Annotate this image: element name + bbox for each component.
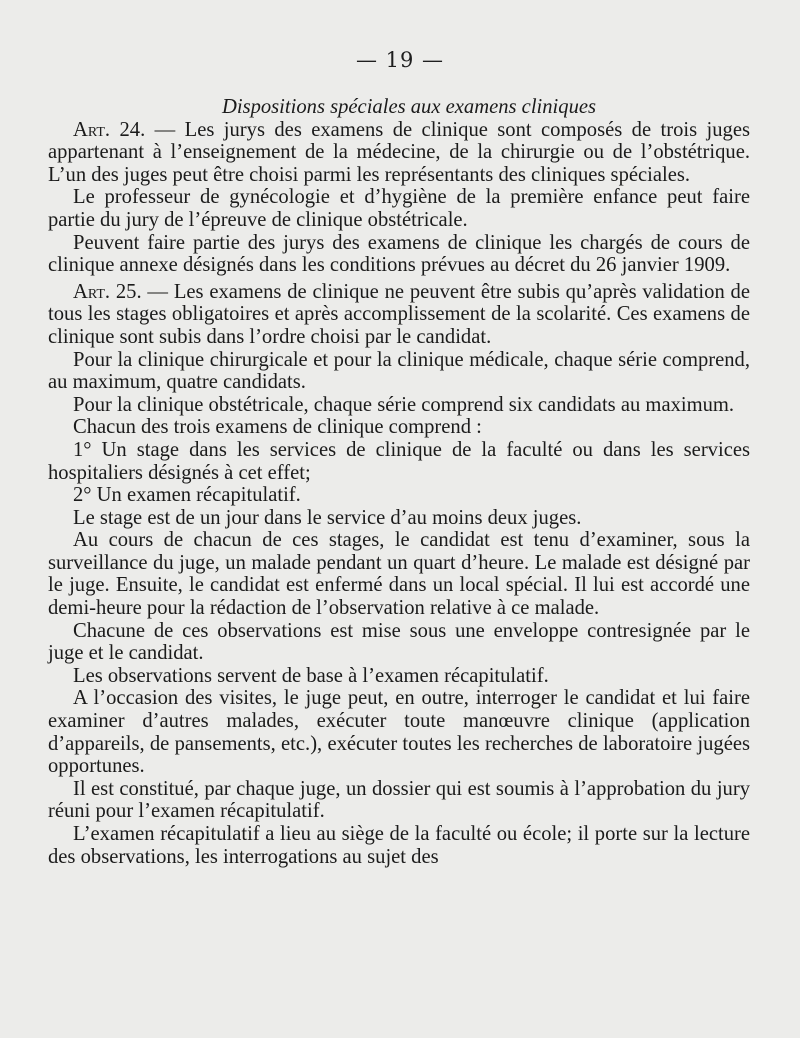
page-number: — 19 — [355, 48, 445, 72]
article-25-text: — Les examens de clinique ne peuvent être subis qu’après validation de tous les stages obligatoires et après accomplissement de la scolarité. Ces examens de clinique sont subis dans l’ordre choisi par le candidat. [48, 280, 750, 348]
list-item-2: 2° Un examen récapitulatif. [73, 484, 301, 507]
article-25 [48, 281, 750, 349]
paragraph: Le professeur de gynécologie et d’hygiène de la première enfance peut faire partie du jury de l’épreuve de clinique obstétricale. [48, 186, 750, 231]
article-24-text: — Les jurys des examens de clinique sont composés de trois juges appartenant à l’enseignement de la médecine, de la chirurgie ou de l’obstétrique. L’un des juges peut être choisi parmi les représentants des cliniques spéciales. [48, 118, 751, 186]
paragraph: Il est constitué, par chaque juge, un dossier qui est soumis à l’approbation du jury réuni pour l’examen récapitulatif. [48, 777, 750, 823]
list-item-1: 1° Un stage dans les services de clinique de la faculté ou dans les services hospitaliers désignés à cet effet; [48, 438, 750, 484]
section-title: Dispositions spéciales aux examens cliniques [221, 96, 597, 118]
paragraph: A l’occasion des visites, le juge peut, en outre, interroger le candidat et lui faire examiner d’autres malades, exécuter toute manœuvre clinique (application d’appareils, de pansements, etc.), exécuter toutes les recherches de laboratoire jugées opportunes. [48, 687, 750, 778]
paragraph: Pour la clinique obstétricale, chaque série comprend six candidats au maximum. [73, 393, 735, 416]
paragraph: Chacun des trois examens de clinique comprend : [73, 416, 482, 439]
paragraph: Pour la clinique chirurgicale et pour la clinique médicale, chaque série comprend, au maximum, quatre candidats. [48, 348, 750, 394]
article-25-label: Art. 25. [73, 280, 142, 303]
article-24-label: Art. 24. [73, 118, 146, 141]
article-24 [48, 119, 750, 187]
body-text [48, 96, 750, 868]
paragraph: Au cours de chacun de ces stages, le candidat est tenu d’examiner, sous la surveillance du juge, un malade pendant un quart d’heure. Le malade est désigné par le juge. Ensuite, le candidat est enfermé dans un local spécial. Il lui est accordé une demi-heure pour la rédaction de l’observation relative à ce malade. [48, 529, 750, 620]
paragraph: Le stage est de un jour dans le service d’au moins deux juges. [73, 506, 582, 529]
paragraph: Les observations servent de base à l’examen récapitulatif. [73, 664, 549, 687]
paragraph: Peuvent faire partie des jurys des examens de clinique les chargés de cours de clinique annexe désignés dans les conditions prévues au décret du 26 janvier 1909. [48, 231, 750, 277]
paragraph: L’examen récapitulatif a lieu au siège de la faculté ou école; il porte sur la lecture des observations, les interrogations au sujet des [48, 823, 750, 868]
paragraph: Chacune de ces observations est mise sous une enveloppe contresignée par le juge et le candidat. [48, 619, 750, 665]
